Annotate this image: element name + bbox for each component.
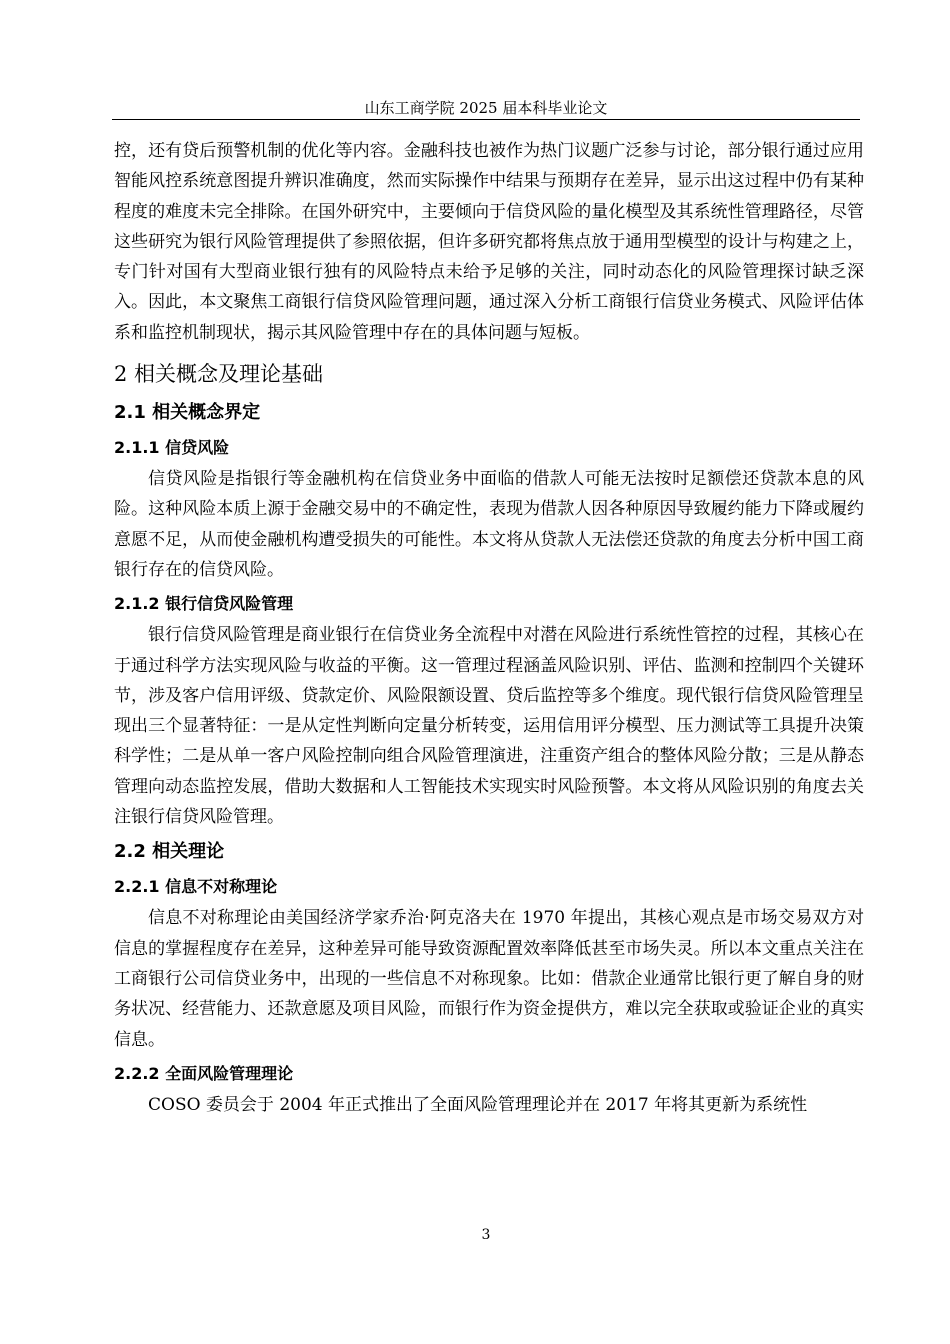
section-2-2-1-heading: 2.2.1 信息不对称理论 — [114, 877, 278, 897]
section-2-2-2-heading: 2.2.2 全面风险管理理论 — [114, 1063, 294, 1083]
section-2-1-2-paragraph: 银行信贷风险管理是商业银行在信贷业务全流程中对潜在风险进行系统性管控的过程，其核心在于通过科学方法实现风险与收益的平衡。这一管理过程涵盖风险识别、评估、监测和控制四个关键环节，涉及客户信用评级、贷款定价、风险限额设置、贷后监控等多个维度。现代银行信贷风险管理呈现出三个显著特征：一是从定性判断向定量分析转变，运用信用评分模型、压力测试等工具提升决策科学性；二是从单一客户风险控制向组合风险管理演进，注重资产组合的整体风险分散；三是从静态管理向动态监控发展，借助大数据和人工智能技术实现实时风险预警。本文将从风险识别的角度去关注银行信贷风险管理。 — [114, 625, 864, 828]
section-2-2-1-paragraph: 信息不对称理论由美国经济学家乔治·阿克洛夫在 1970 年提出，其核心观点是市场交易双方对信息的掌握程度存在差异，这种差异可能导致资源配置效率降低甚至市场失灵。所以本文重点关注在工商银行公司信贷业务中，出现的一些信息不对称现象。比如：借款企业通常比银行更了解自身的财务状况、经营能力、还款意愿及项目风险，而银行作为资金提供方，难以完全获取或验证企业的真实信息。 — [114, 908, 864, 1050]
section-2-2-2-paragraph: COSO 委员会于 2004 年正式推出了全面风险管理理论并在 2017 年将其更新为系统性 — [148, 1094, 808, 1115]
page-number: 3 — [481, 1227, 491, 1243]
header-divider — [112, 119, 860, 120]
intro-paragraph: 控，还有贷后预警机制的优化等内容。金融科技也被作为热门议题广泛参与讨论，部分银行通过应用智能风控系统意图提升辨识准确度，然而实际操作中结果与预期存在差异，显示出这过程中仍有某种程度的难度未完全排除。在国外研究中，主要倾向于信贷风险的量化模型及其系统性管理路径，尽管这些研究为银行风险管理提供了参照依据，但许多研究都将焦点放于通用型模型的设计与构建之上，专门针对国有大型商业银行独有的风险特点未给予足够的关注，同时动态化的风险管理探讨缺乏深入。因此，本文聚焦工商银行信贷风险管理问题，通过深入分析工商银行信贷业务模式、风险评估体系和监控机制现状，揭示其风险管理中存在的具体问题与短板。 — [114, 141, 864, 343]
section-2-1-heading: 2.1 相关概念界定 — [114, 402, 261, 424]
section-2-2-heading: 2.2 相关理论 — [114, 841, 225, 863]
chapter-2-heading: 2 相关概念及理论基础 — [114, 362, 324, 387]
page-body — [114, 136, 864, 1120]
running-header: 山东工商学院 2025 届本科毕业论文 — [364, 99, 608, 117]
section-2-1-1-heading: 2.1.1 信贷风险 — [114, 438, 230, 458]
section-2-1-1-paragraph: 信贷风险是指银行等金融机构在信贷业务中面临的借款人可能无法按时足额偿还贷款本息的风险。这种风险本质上源于金融交易中的不确定性，表现为借款人因各种原因导致履约能力下降或履约意愿不足，从而使金融机构遭受损失的可能性。本文将从贷款人无法偿还贷款的角度去分析中国工商银行存在的信贷风险。 — [114, 469, 864, 580]
section-2-1-2-heading: 2.1.2 银行信贷风险管理 — [114, 594, 294, 614]
